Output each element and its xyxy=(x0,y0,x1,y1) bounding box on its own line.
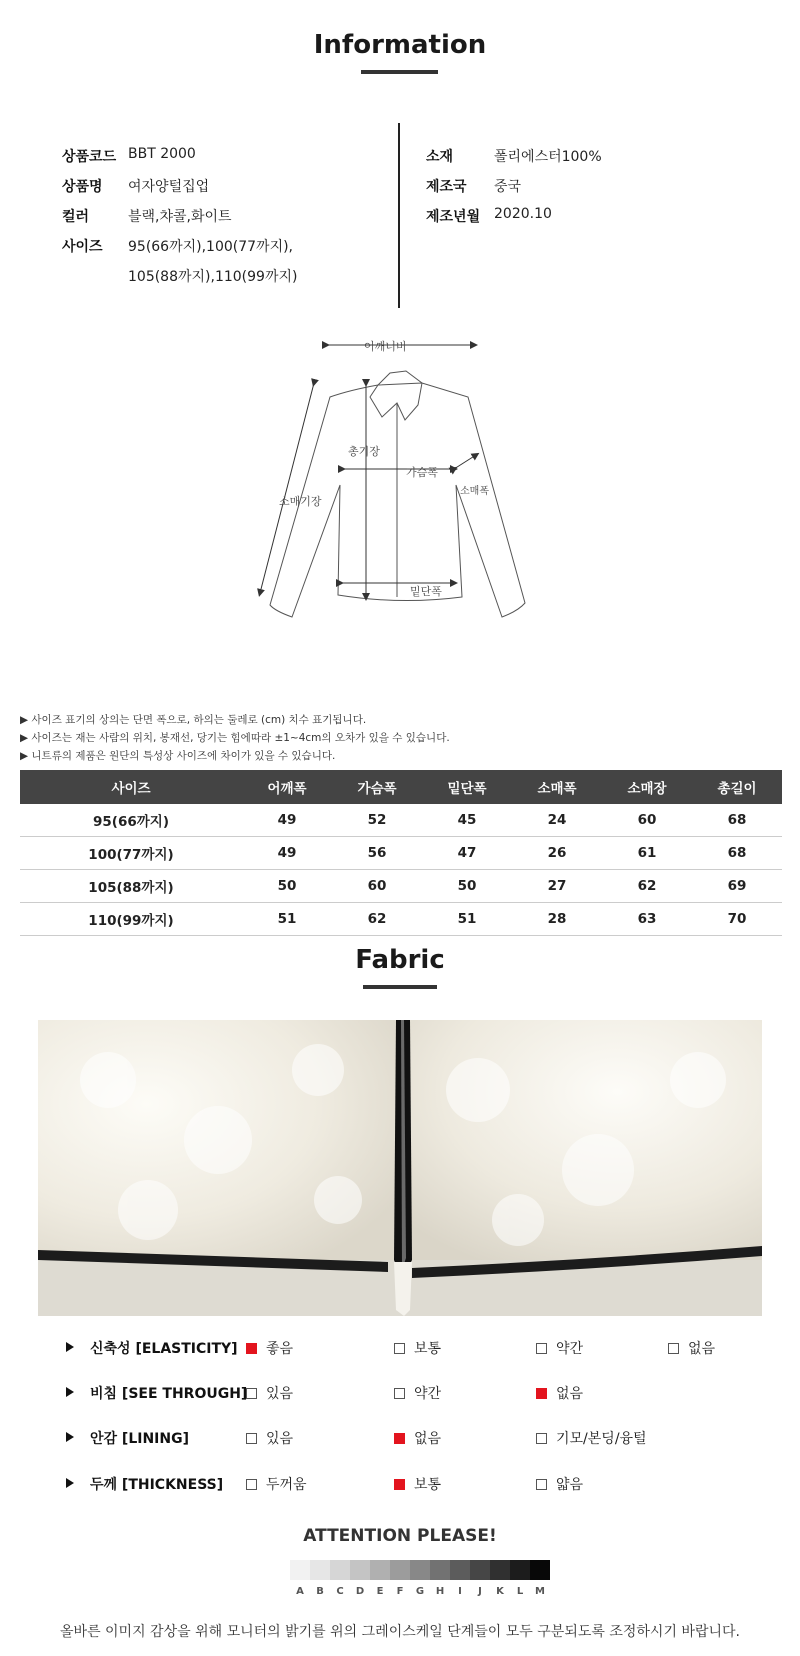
attribute-row xyxy=(0,1383,800,1413)
grayscale-bar xyxy=(290,1560,550,1580)
info-value: 여자양털집업 xyxy=(128,179,210,195)
attribute-label: 비침 [SEE THROUGH] xyxy=(90,1386,248,1402)
size-table-header-cell: 사이즈 xyxy=(20,770,242,804)
fabric-title: Fabric xyxy=(355,945,445,975)
grayscale-swatch xyxy=(370,1560,390,1580)
diagram-sleeve-width-label: 소매폭 xyxy=(460,486,489,497)
table-cell: 51 xyxy=(422,903,512,936)
attribute-option xyxy=(536,1474,583,1494)
info-label: 제조국 xyxy=(426,179,467,195)
table-cell: 51 xyxy=(242,903,332,936)
table-cell: 56 xyxy=(332,837,422,870)
table-cell: 60 xyxy=(332,870,422,903)
unchecked-box-icon xyxy=(536,1343,547,1354)
size-table-header-cell: 가슴폭 xyxy=(332,770,422,804)
unchecked-box-icon xyxy=(536,1433,547,1444)
table-cell: 70 xyxy=(692,903,782,936)
grayscale-swatch xyxy=(510,1560,530,1580)
grayscale-swatch xyxy=(290,1560,310,1580)
grayscale-letter: L xyxy=(516,1586,524,1597)
unchecked-box-icon xyxy=(394,1388,405,1399)
grayscale-letters xyxy=(290,1586,550,1597)
attribute-row xyxy=(0,1338,800,1368)
attribute-option xyxy=(536,1383,583,1403)
size-table-header-cell: 밑단폭 xyxy=(422,770,512,804)
grayscale-letter: H xyxy=(435,1586,445,1597)
info-value: 블랙,챠콜,화이트 xyxy=(128,209,232,225)
unchecked-box-icon xyxy=(394,1343,405,1354)
play-arrow-icon xyxy=(66,1342,74,1352)
jacket-collar xyxy=(370,371,422,420)
play-arrow-icon xyxy=(66,1478,74,1488)
table-cell: 49 xyxy=(242,837,332,870)
table-cell: 62 xyxy=(602,870,692,903)
unchecked-box-icon xyxy=(668,1343,679,1354)
table-cell: 24 xyxy=(512,804,602,837)
fabric-photo xyxy=(38,1020,762,1316)
grayscale-swatch xyxy=(450,1560,470,1580)
grayscale-letter: D xyxy=(355,1586,365,1597)
note-line: ▶ 사이즈 표기의 상의는 단면 폭으로, 하의는 둘레로 (cm) 치수 표기됩니다. xyxy=(20,714,367,726)
table-cell: 68 xyxy=(692,837,782,870)
table-cell: 27 xyxy=(512,870,602,903)
attribute-label: 안감 [LINING] xyxy=(90,1431,189,1447)
size-table-header-cell: 소매폭 xyxy=(512,770,602,804)
title-underline xyxy=(361,70,438,74)
diagram-hem-label: 밑단폭 xyxy=(410,585,442,598)
attribute-label: 두께 [THICKNESS] xyxy=(90,1477,224,1493)
attribute-option xyxy=(394,1383,441,1403)
grayscale-swatch xyxy=(350,1560,370,1580)
checked-box-icon xyxy=(394,1479,405,1490)
table-cell: 68 xyxy=(692,804,782,837)
table-cell: 26 xyxy=(512,837,602,870)
option-label: 두꺼움 xyxy=(266,1477,307,1493)
table-cell: 52 xyxy=(332,804,422,837)
option-label: 약간 xyxy=(414,1386,442,1402)
grayscale-letter: M xyxy=(535,1586,545,1597)
unchecked-box-icon xyxy=(246,1433,257,1444)
grayscale-letter: G xyxy=(415,1586,425,1597)
info-value: 중국 xyxy=(494,179,522,195)
attribute-row xyxy=(0,1428,800,1458)
option-label: 보통 xyxy=(414,1477,442,1493)
unchecked-box-icon xyxy=(246,1479,257,1490)
diagram-shoulder-label: 어깨너비 xyxy=(364,340,407,353)
size-notes xyxy=(20,711,450,765)
option-label: 있음 xyxy=(266,1431,294,1447)
note-line: ▶ 사이즈는 재는 사람의 위치, 봉재선, 당기는 힘에따라 ±1~4cm의 오차가 있을 수 있습니다. xyxy=(20,732,450,744)
grayscale-swatch xyxy=(530,1560,550,1580)
checked-box-icon xyxy=(536,1388,547,1399)
table-cell: 105(88까지) xyxy=(20,870,242,903)
attribute-option xyxy=(246,1383,293,1403)
info-label: 상품명 xyxy=(62,179,103,195)
info-label: 사이즈 xyxy=(62,239,103,255)
table-cell: 28 xyxy=(512,903,602,936)
table-cell: 50 xyxy=(242,870,332,903)
attribute-option xyxy=(394,1338,441,1358)
unchecked-box-icon xyxy=(246,1388,257,1399)
attribute-option xyxy=(394,1474,441,1494)
diagram-chest-label: 가슴폭 xyxy=(406,466,438,479)
table-cell: 110(99까지) xyxy=(20,903,242,936)
attribute-option xyxy=(536,1338,583,1358)
grayscale-letter: A xyxy=(296,1586,304,1597)
option-label: 약간 xyxy=(556,1341,584,1357)
info-value: BBT 2000 xyxy=(128,146,196,162)
play-arrow-icon xyxy=(66,1387,74,1397)
size-table-header-cell: 소매장 xyxy=(602,770,692,804)
grayscale-letter: B xyxy=(316,1586,324,1597)
info-value: 2020.10 xyxy=(494,206,552,222)
attribute-option xyxy=(394,1428,441,1448)
info-label: 소재 xyxy=(426,149,454,165)
table-cell: 49 xyxy=(242,804,332,837)
table-cell: 95(66까지) xyxy=(20,804,242,837)
info-value: 폴리에스터100% xyxy=(494,149,602,165)
grayscale-letter: C xyxy=(336,1586,344,1597)
diagram-length-label: 총기장 xyxy=(348,445,380,458)
attribute-option xyxy=(668,1338,715,1358)
table-cell: 61 xyxy=(602,837,692,870)
table-cell: 69 xyxy=(692,870,782,903)
option-label: 없음 xyxy=(688,1341,716,1357)
info-label: 상품코드 xyxy=(62,149,117,165)
play-arrow-icon xyxy=(66,1432,74,1442)
information-title: Information xyxy=(313,30,487,60)
option-label: 얇음 xyxy=(556,1477,584,1493)
table-row xyxy=(20,804,782,837)
attribute-label: 신축성 [ELASTICITY] xyxy=(90,1341,238,1357)
attribute-option xyxy=(246,1428,293,1448)
info-value: 95(66까지),100(77까지), xyxy=(128,239,294,255)
grayscale-swatch xyxy=(310,1560,330,1580)
table-cell: 63 xyxy=(602,903,692,936)
option-label: 없음 xyxy=(556,1386,584,1402)
info-divider xyxy=(398,123,400,308)
info-value: 105(88까지),110(99까지) xyxy=(128,269,298,285)
diagram-sleeve-length-label: 소매기장 xyxy=(279,495,322,508)
sleeve-length-arrow xyxy=(260,383,314,593)
grayscale-swatch xyxy=(390,1560,410,1580)
grayscale-letter: F xyxy=(396,1586,404,1597)
grayscale-letter: K xyxy=(496,1586,504,1597)
fabric-underline xyxy=(363,985,437,989)
attention-title: ATTENTION PLEASE! xyxy=(303,1526,497,1546)
checked-box-icon xyxy=(394,1433,405,1444)
grayscale-swatch xyxy=(330,1560,350,1580)
grayscale-swatch xyxy=(410,1560,430,1580)
grayscale-swatch xyxy=(430,1560,450,1580)
note-line: ▶ 니트류의 제품은 원단의 특성상 사이즈에 차이가 있을 수 있습니다. xyxy=(20,750,336,762)
sleeve-width-arrow xyxy=(454,455,476,469)
table-row xyxy=(20,903,782,936)
grayscale-letter: E xyxy=(376,1586,384,1597)
size-diagram xyxy=(240,335,560,640)
table-cell: 100(77까지) xyxy=(20,837,242,870)
size-table-header-cell: 어깨폭 xyxy=(242,770,332,804)
grayscale-swatch xyxy=(470,1560,490,1580)
option-label: 기모/본딩/융털 xyxy=(556,1431,647,1447)
table-row xyxy=(20,837,782,870)
info-label: 컬러 xyxy=(62,209,90,225)
option-label: 보통 xyxy=(414,1341,442,1357)
table-cell: 50 xyxy=(422,870,512,903)
option-label: 없음 xyxy=(414,1431,442,1447)
grayscale-swatch xyxy=(490,1560,510,1580)
table-row xyxy=(20,870,782,903)
option-label: 있음 xyxy=(266,1386,294,1402)
attribute-option xyxy=(246,1338,293,1358)
grayscale-letter: J xyxy=(478,1586,482,1597)
table-cell: 47 xyxy=(422,837,512,870)
table-cell: 62 xyxy=(332,903,422,936)
option-label: 좋음 xyxy=(266,1341,294,1357)
attribute-option xyxy=(246,1474,307,1494)
unchecked-box-icon xyxy=(536,1479,547,1490)
table-cell: 45 xyxy=(422,804,512,837)
size-table-header xyxy=(20,770,782,804)
checked-box-icon xyxy=(246,1343,257,1354)
table-cell: 60 xyxy=(602,804,692,837)
attribute-row xyxy=(0,1474,800,1504)
attribute-option xyxy=(536,1428,647,1448)
size-table-header-cell: 총길이 xyxy=(692,770,782,804)
monitor-notice: 올바른 이미지 감상을 위해 모니터의 밝기를 위의 그레이스케일 단계들이 모두 구분되도록 조정하시기 바랍니다. xyxy=(60,1624,740,1640)
size-table xyxy=(20,770,782,936)
grayscale-letter: I xyxy=(458,1586,462,1597)
info-label: 제조년월 xyxy=(426,209,481,225)
